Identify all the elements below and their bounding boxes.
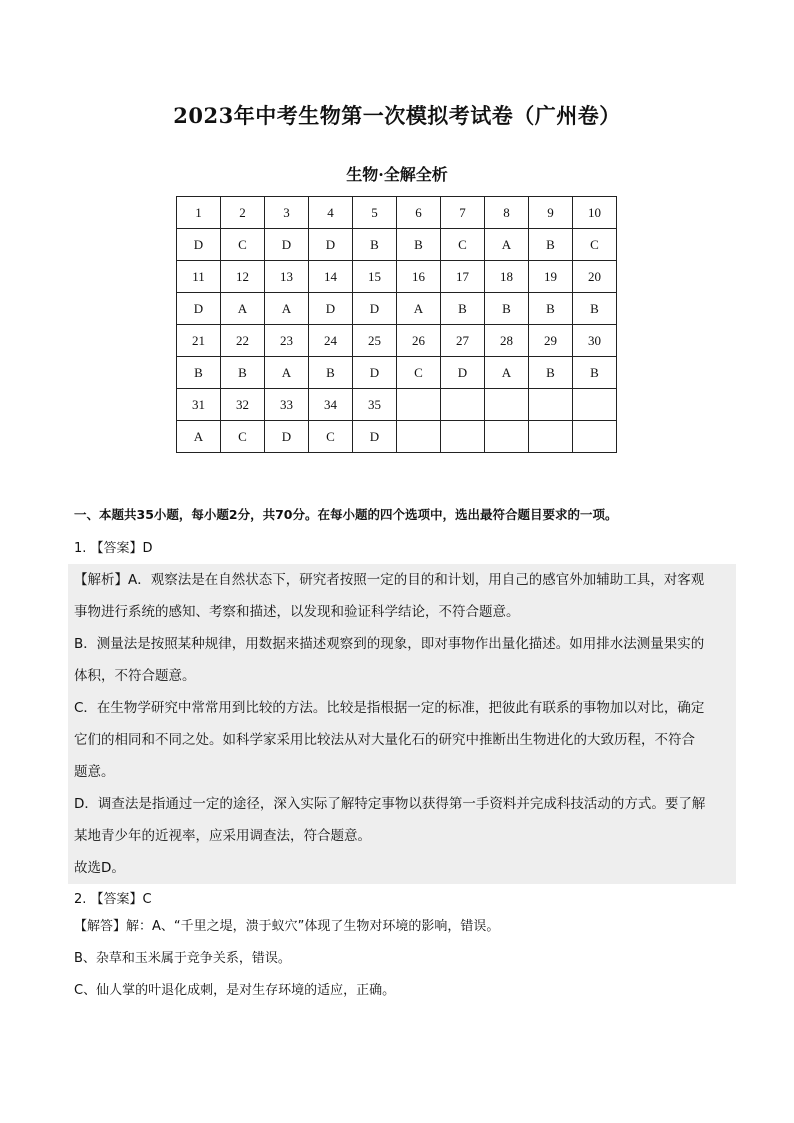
question-number-cell: 22: [221, 325, 265, 357]
question-number-cell: 27: [441, 325, 485, 357]
question-number-cell: 32: [221, 389, 265, 421]
answer-cell: [573, 421, 617, 453]
answer-cell: A: [485, 357, 529, 389]
q1-analysis-line: 某地青少年的近视率，应采用调查法，符合题意。: [74, 828, 371, 844]
q1-analysis-line: 它们的相同和不同之处。如科学家采用比较法从对大量化石的研究中推断出生物进化的大致历程，不符合: [74, 732, 695, 748]
question-number-cell: [485, 389, 529, 421]
question-number-cell: 9: [529, 197, 573, 229]
q1-analysis-box: [68, 564, 736, 884]
answer-cell: D: [441, 357, 485, 389]
answer-cell: A: [485, 229, 529, 261]
answer-cell: B: [529, 293, 573, 325]
answer-table: [176, 196, 617, 453]
answer-cell: C: [221, 229, 265, 261]
question-number-row: [177, 261, 617, 293]
q1-analysis-line: 事物进行系统的感知、考察和描述，以发现和验证科学结论，不符合题意。: [74, 604, 520, 620]
question-number-cell: 13: [265, 261, 309, 293]
question-number-cell: 23: [265, 325, 309, 357]
answer-cell: B: [573, 357, 617, 389]
answer-cell: B: [529, 229, 573, 261]
answer-cell: B: [177, 357, 221, 389]
answer-cell: B: [529, 357, 573, 389]
answer-cell: D: [177, 293, 221, 325]
question-number-cell: 33: [265, 389, 309, 421]
answer-row: [177, 229, 617, 261]
q1-analysis-line: B．测量法是按照某种规律，用数据来描述观察到的现象，即对事物作出量化描述。如用排水法测量果实的: [74, 636, 705, 652]
question-number-cell: 28: [485, 325, 529, 357]
q2-explanation: [74, 911, 734, 1007]
question-number-cell: 34: [309, 389, 353, 421]
page-title: 2023年中考生物第一次模拟考试卷（广州卷）: [173, 103, 621, 128]
answer-cell: C: [309, 421, 353, 453]
question-number-cell: 14: [309, 261, 353, 293]
q1-analysis-line: C．在生物学研究中常常用到比较的方法。比较是指根据一定的标准，把彼此有联系的事物加以对比，确定: [74, 700, 705, 716]
answer-row: [177, 293, 617, 325]
q1-analysis-line: 题意。: [74, 764, 115, 780]
answer-cell: C: [573, 229, 617, 261]
answer-cell: B: [441, 293, 485, 325]
question-number-cell: 2: [221, 197, 265, 229]
answer-cell: D: [265, 421, 309, 453]
answer-cell: B: [485, 293, 529, 325]
answer-cell: A: [265, 357, 309, 389]
question-number-cell: 19: [529, 261, 573, 293]
page-subtitle: 生物·全解全析: [346, 165, 448, 184]
q2-line: B、杂草和玉米属于竞争关系，错误。: [74, 951, 291, 966]
answer-cell: [485, 421, 529, 453]
q2-line: C、仙人掌的叶退化成刺，是对生存环境的适应，正确。: [74, 983, 396, 998]
question-number-cell: 7: [441, 197, 485, 229]
answer-cell: C: [221, 421, 265, 453]
answer-cell: B: [309, 357, 353, 389]
answer-cell: D: [265, 229, 309, 261]
question-number-cell: 16: [397, 261, 441, 293]
question-number-cell: 35: [353, 389, 397, 421]
question-number-cell: 31: [177, 389, 221, 421]
question-number-cell: 3: [265, 197, 309, 229]
question-number-cell: [441, 389, 485, 421]
answer-cell: B: [353, 229, 397, 261]
answer-cell: D: [353, 421, 397, 453]
answer-cell: C: [397, 357, 441, 389]
q1-analysis-line: 故选D。: [74, 860, 125, 876]
q1-analysis-line: D．调查法是指通过一定的途径，深入实际了解特定事物以获得第一手资料并完成科技活动的方式。要了解: [74, 796, 706, 812]
answer-cell: A: [397, 293, 441, 325]
q2-line: 【解答】解：A、“千里之堤，溃于蚁穴”体现了生物对环境的影响，错误。: [74, 919, 500, 934]
answer-cell: [529, 421, 573, 453]
question-number-cell: 10: [573, 197, 617, 229]
question-number-cell: 26: [397, 325, 441, 357]
answer-cell: B: [573, 293, 617, 325]
section-heading: 一、本题共35小题，每小题2分，共70分。在每小题的四个选项中，选出最符合题目要求的一项。: [74, 507, 618, 522]
question-number-cell: 18: [485, 261, 529, 293]
question-number-cell: 8: [485, 197, 529, 229]
question-number-cell: [529, 389, 573, 421]
question-number-cell: 15: [353, 261, 397, 293]
answer-cell: D: [309, 229, 353, 261]
answer-cell: B: [397, 229, 441, 261]
question-number-cell: 20: [573, 261, 617, 293]
answer-cell: A: [221, 293, 265, 325]
question-number-cell: 5: [353, 197, 397, 229]
answer-cell: A: [265, 293, 309, 325]
answer-cell: A: [177, 421, 221, 453]
question-number-cell: [397, 389, 441, 421]
q1-analysis-line: 体积，不符合题意。: [74, 668, 196, 684]
question-number-cell: 24: [309, 325, 353, 357]
question-number-cell: 30: [573, 325, 617, 357]
question-number-row: [177, 325, 617, 357]
answer-cell: D: [353, 357, 397, 389]
question-number-cell: 1: [177, 197, 221, 229]
answer-row: [177, 357, 617, 389]
answer-cell: [397, 421, 441, 453]
question-number-cell: 11: [177, 261, 221, 293]
answer-cell: D: [309, 293, 353, 325]
q2-answer: 2. 【答案】C: [74, 892, 152, 907]
question-number-cell: 25: [353, 325, 397, 357]
answer-cell: B: [221, 357, 265, 389]
question-number-cell: [573, 389, 617, 421]
question-number-cell: 21: [177, 325, 221, 357]
question-number-cell: 4: [309, 197, 353, 229]
question-number-row: [177, 389, 617, 421]
answer-cell: D: [177, 229, 221, 261]
question-number-cell: 17: [441, 261, 485, 293]
q1-answer: 1. 【答案】D: [74, 541, 153, 556]
answer-cell: [441, 421, 485, 453]
answer-cell: C: [441, 229, 485, 261]
question-number-row: [177, 197, 617, 229]
q1-analysis-line: 【解析】A．观察法是在自然状态下，研究者按照一定的目的和计划，用自己的感官外加辅助工具，对客观: [74, 572, 705, 588]
answer-cell: D: [353, 293, 397, 325]
question-number-cell: 12: [221, 261, 265, 293]
answer-row: [177, 421, 617, 453]
question-number-cell: 6: [397, 197, 441, 229]
question-number-cell: 29: [529, 325, 573, 357]
